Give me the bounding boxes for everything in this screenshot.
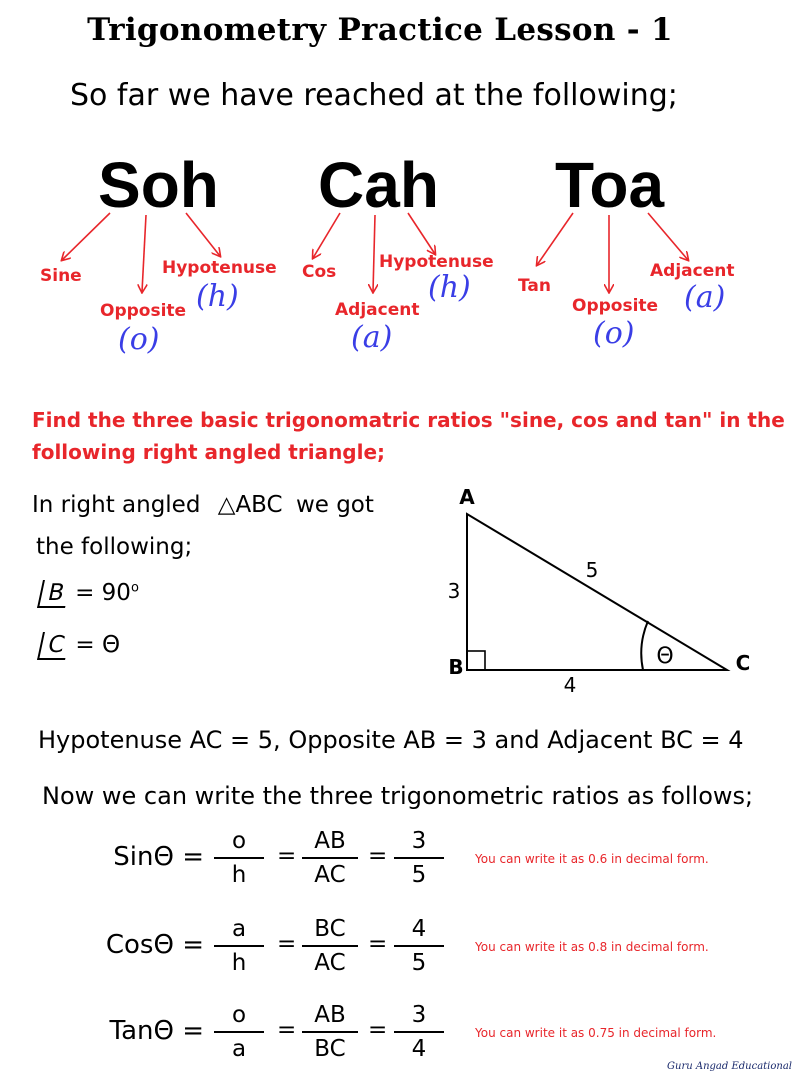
tan-decimal-note: You can write it as 0.75 in decimal form. xyxy=(475,1026,717,1040)
angle-b-name: B xyxy=(37,580,71,608)
mnemonic-toa: Toa xyxy=(555,149,665,221)
cos-eq-1: = xyxy=(277,931,297,957)
symbol-soh-o: (o) xyxy=(118,322,160,357)
tan-f3-den: 4 xyxy=(411,1036,427,1062)
symbol-soh-h: (h) xyxy=(196,279,239,314)
tan-eq-2: = xyxy=(368,1017,388,1043)
triangle-diagram xyxy=(430,480,760,700)
cos-eq-2: = xyxy=(368,931,388,957)
vertex-b: B xyxy=(448,655,464,679)
tan-f2-num: AB xyxy=(314,1002,346,1028)
cos-fraction-symbolic xyxy=(214,914,264,978)
cos-f1-den: h xyxy=(231,950,247,976)
cos-f2-num: BC xyxy=(314,916,346,942)
arrow-soh-hypotenuse xyxy=(186,213,220,256)
sin-eq-1: = xyxy=(277,843,297,869)
cos-f3-num: 4 xyxy=(411,916,427,942)
side-bc-length: 4 xyxy=(563,673,577,697)
symbol-cah-h: (h) xyxy=(428,270,471,305)
right-angle-mark xyxy=(467,651,485,670)
tan-f1-num: o xyxy=(231,1002,247,1028)
degree-mark: o xyxy=(130,580,139,596)
sin-f1-den: h xyxy=(231,862,247,888)
sin-fraction-value xyxy=(394,826,444,890)
label-cah-hypotenuse: Hypotenuse xyxy=(379,252,494,272)
cos-f1-num: a xyxy=(231,916,247,942)
arrow-toa-adjacent xyxy=(648,213,688,260)
sin-label: SinΘ = xyxy=(113,842,204,872)
cos-fraction-value xyxy=(394,914,444,978)
label-soh-opposite: Opposite xyxy=(100,301,187,321)
label-cos: Cos xyxy=(302,262,337,282)
label-cah-adjacent: Adjacent xyxy=(335,300,420,320)
side-ac-length: 5 xyxy=(585,558,599,582)
problem-statement: Find the three basic trigonomatric ratios "sine, cos and tan" in the following right angled triangle; xyxy=(32,408,785,464)
vertex-c: C xyxy=(735,651,751,675)
given-text: In right angled xyxy=(32,492,201,518)
cos-fraction-sides xyxy=(302,914,358,978)
symbol-cah-a: (a) xyxy=(351,320,393,355)
arrow-soh-sine xyxy=(62,213,110,260)
sin-fraction-symbolic xyxy=(214,826,264,890)
ratios-intro: Now we can write the three trigonometric ratios as follows; xyxy=(42,782,754,810)
sin-f2-den: AC xyxy=(314,862,346,888)
tan-fraction-value xyxy=(394,1000,444,1064)
angle-c-name: C xyxy=(37,632,71,660)
intro-text: So far we have reached at the following; xyxy=(70,78,678,113)
symbol-toa-a: (a) xyxy=(684,280,726,315)
angle-c-value: = Θ xyxy=(75,632,121,658)
sin-eq-2: = xyxy=(368,843,388,869)
vertex-a: A xyxy=(459,485,475,509)
side-ab-length: 3 xyxy=(447,579,461,603)
arrow-toa-tan xyxy=(537,213,573,265)
angle-theta-label: Θ xyxy=(656,644,674,669)
cos-label: CosΘ = xyxy=(105,930,204,960)
label-toa-adjacent: Adjacent xyxy=(650,261,735,281)
tan-fraction-sides xyxy=(302,1000,358,1064)
label-sine: Sine xyxy=(40,266,82,286)
given-line-1 xyxy=(32,492,374,518)
page-title: Trigonometry Practice Lesson - 1 xyxy=(87,12,673,48)
triangle-symbol: △ xyxy=(217,492,236,518)
arrow-cah-hypotenuse xyxy=(408,213,435,254)
arrow-cah-cos xyxy=(313,213,340,258)
mnemonic-soh: Soh xyxy=(98,149,219,221)
tan-f3-num: 3 xyxy=(411,1002,427,1028)
mnemonic-cah: Cah xyxy=(318,149,439,221)
watermark: Guru Angad Educational xyxy=(667,1061,792,1072)
sin-f2-num: AB xyxy=(314,828,346,854)
arrow-cah-adjacent xyxy=(373,215,375,292)
tan-fraction-symbolic xyxy=(214,1000,264,1064)
sin-decimal-note: You can write it as 0.6 in decimal form. xyxy=(475,852,709,866)
sides-statement: Hypotenuse AC = 5, Opposite AB = 3 and Adjacent BC = 4 xyxy=(38,726,744,754)
tan-f2-den: BC xyxy=(314,1036,346,1062)
tan-eq-1: = xyxy=(277,1017,297,1043)
sin-f3-num: 3 xyxy=(411,828,427,854)
given-text-end: we got xyxy=(295,492,374,518)
angle-c-statement xyxy=(40,632,120,660)
angle-b-value: = 90 xyxy=(75,580,131,606)
tan-label: TanΘ = xyxy=(109,1016,204,1046)
cos-decimal-note: You can write it as 0.8 in decimal form. xyxy=(475,940,709,954)
arrow-soh-opposite xyxy=(142,215,146,292)
angle-b-statement xyxy=(40,580,139,608)
given-line-2: the following; xyxy=(36,534,193,560)
label-tan: Tan xyxy=(518,276,551,296)
sin-f3-den: 5 xyxy=(411,862,427,888)
symbol-toa-o: (o) xyxy=(593,316,635,351)
cos-f2-den: AC xyxy=(314,950,346,976)
cos-f3-den: 5 xyxy=(411,950,427,976)
triangle-abc xyxy=(467,514,727,670)
sin-f1-num: o xyxy=(231,828,247,854)
angle-theta-arc xyxy=(641,621,648,670)
triangle-name: ABC xyxy=(235,492,283,518)
sin-fraction-sides xyxy=(302,826,358,890)
label-toa-opposite: Opposite xyxy=(572,296,659,316)
tan-f1-den: a xyxy=(231,1036,247,1062)
label-soh-hypotenuse: Hypotenuse xyxy=(162,258,277,278)
